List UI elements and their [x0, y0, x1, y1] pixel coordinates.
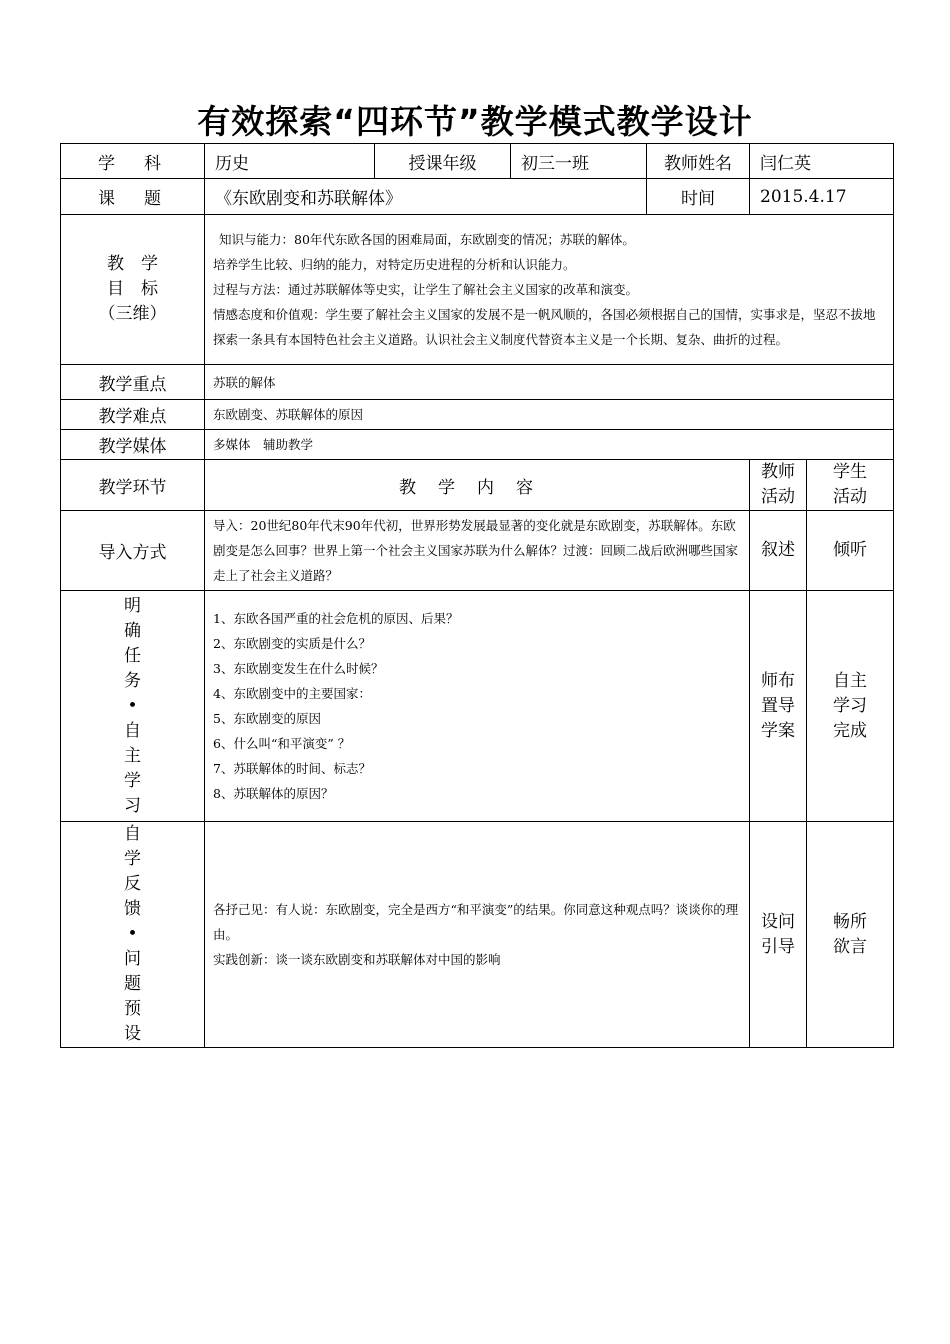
task-questions — [205, 591, 750, 822]
subject-value: 历史 — [205, 144, 375, 179]
key-point-label: 教学重点 — [61, 365, 205, 400]
task-question: 7、苏联解体的时间、标志？ — [213, 761, 371, 776]
goals-label: 教 学 目 标 （三维） — [61, 215, 205, 365]
goal-emotion: 情感态度和价值观：学生要了解社会主义国家的发展不是一帆风顺的，各国必须根据自己的国情，实事求是，坚忍不拔地探索一条具有本国特色社会主义道路。认识社会主义制度代替资本主义是一个长期、复杂、曲折的过程。 — [213, 307, 876, 347]
intro-row — [61, 511, 894, 591]
teacher-activity-header: 教师 活动 — [750, 460, 807, 511]
feedback-discussion: 各抒己见：有人说：东欧剧变，完全是西方“和平演变”的结果。你同意这种观点吗？谈谈你的理由。 — [213, 902, 739, 942]
header-row — [61, 460, 894, 511]
feedback-student-activity: 畅所 欲言 — [807, 822, 894, 1048]
intro-student-activity: 倾听 — [807, 511, 894, 591]
task-question: 8、苏联解体的原因？ — [213, 786, 334, 801]
intro-content: 导入：20世纪80年代末90年代初，世界形势发展最显著的变化就是东欧剧变，苏联解体。东欧剧变是怎么回事？世界上第一个社会主义国家苏联为什么解体？过渡：回顾二战后欧洲哪些国家走上了社会主义道路？ — [205, 511, 750, 591]
time-value: 2015.4.17 — [750, 179, 894, 215]
media-row — [61, 430, 894, 460]
goals-row — [61, 215, 894, 365]
key-point-row — [61, 365, 894, 400]
feedback-teacher-activity: 设问 引导 — [750, 822, 807, 1048]
task-row — [61, 591, 894, 822]
lesson-plan-table — [60, 143, 894, 1048]
feedback-practice: 实践创新：谈一谈东欧剧变和苏联解体对中国的影响 — [213, 952, 501, 967]
media-value: 多媒体 辅助教学 — [205, 430, 894, 460]
goals-content — [205, 215, 894, 365]
teacher-name-value: 闫仁英 — [750, 144, 894, 179]
task-question: 5、东欧剧变的原因 — [213, 711, 321, 726]
task-student-activity: 自主 学习 完成 — [807, 591, 894, 822]
difficulty-label: 教学难点 — [61, 400, 205, 430]
goal-ability: 培养学生比较、归纳的能力，对特定历史进程的分析和认识能力。 — [213, 257, 576, 272]
subject-label: 学 科 — [61, 144, 205, 179]
content-header: 教学内容 — [205, 460, 750, 511]
stage-header: 教学环节 — [61, 460, 205, 511]
teacher-name-label: 教师姓名 — [647, 144, 750, 179]
intro-label: 导入方式 — [61, 511, 205, 591]
document-title: 有效探索“四环节”教学模式教学设计 — [197, 102, 753, 141]
key-point-value: 苏联的解体 — [205, 365, 894, 400]
difficulty-row — [61, 400, 894, 430]
task-question: 1、东欧各国严重的社会危机的原因、后果？ — [213, 611, 459, 626]
task-teacher-activity: 师布 置导 学案 — [750, 591, 807, 822]
goal-process: 过程与方法：通过苏联解体等史实，让学生了解社会主义国家的改革和演变。 — [213, 282, 639, 297]
media-label: 教学媒体 — [61, 430, 205, 460]
task-question: 2、东欧剧变的实质是什么？ — [213, 636, 371, 651]
difficulty-value: 东欧剧变、苏联解体的原因 — [205, 400, 894, 430]
grade-value: 初三一班 — [511, 144, 647, 179]
task-label: 明 确 任 务 • 自 主 学 习 — [61, 591, 205, 822]
goal-knowledge: 知识与能力：80年代东欧各国的困难局面，东欧剧变的情况；苏联的解体。 — [219, 232, 635, 247]
feedback-label: 自 学 反 馈 • 问 题 预 设 — [61, 822, 205, 1048]
student-activity-header: 学生 活动 — [807, 460, 894, 511]
time-label: 时间 — [647, 179, 750, 215]
topic-value: 《东欧剧变和苏联解体》 — [205, 179, 647, 215]
feedback-row — [61, 822, 894, 1048]
task-question: 3、东欧剧变发生在什么时候？ — [213, 661, 384, 676]
feedback-content — [205, 822, 750, 1048]
task-question: 4、东欧剧变中的主要国家： — [213, 686, 371, 701]
grade-label: 授课年级 — [375, 144, 511, 179]
topic-label: 课 题 — [61, 179, 205, 215]
info-row-subject — [61, 144, 894, 179]
task-question: 6、什么叫“和平演变” ？ — [213, 736, 351, 751]
intro-teacher-activity: 叙述 — [750, 511, 807, 591]
info-row-topic — [61, 179, 894, 215]
